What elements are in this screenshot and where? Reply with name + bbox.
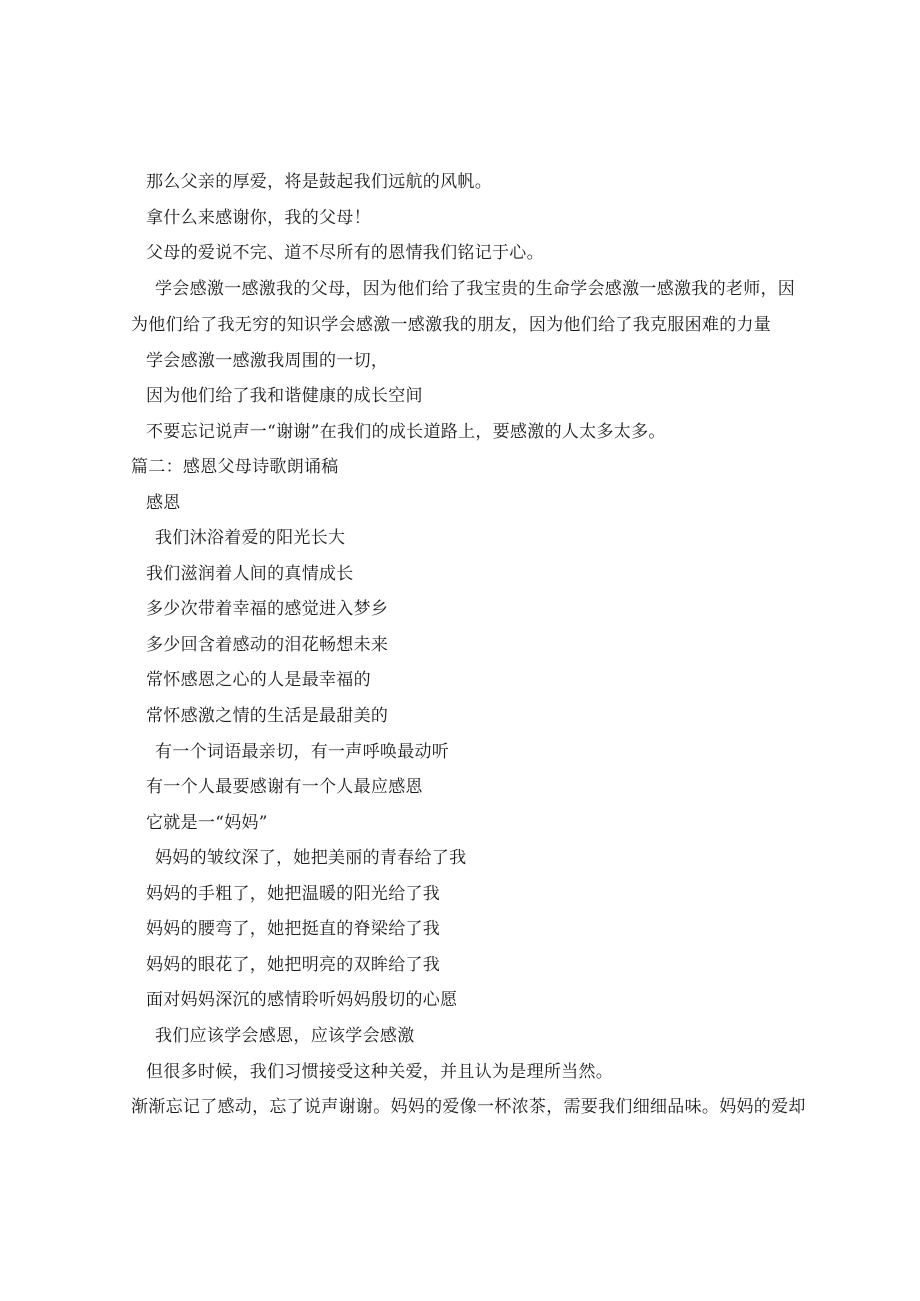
poem-line: 常怀感恩之心的人是最幸福的 bbox=[146, 670, 371, 690]
text-line: 渐渐忘记了感动，忘了说声谢谢。妈妈的爱像一杯浓茶，需要我们细细品味。妈妈的爱却 bbox=[131, 1097, 806, 1117]
section-heading: 篇二：感恩父母诗歌朗诵稿 bbox=[131, 457, 339, 477]
poem-line: 有一个词语最亲切，有一声呼唤最动听 bbox=[155, 742, 450, 762]
poem-line: 我们沐浴着爱的阳光长大 bbox=[155, 528, 346, 548]
text-line: 那么父亲的厚爱，将是鼓起我们远航的风帆。 bbox=[146, 172, 492, 192]
poem-line: 妈妈的腰弯了，她把挺直的脊梁给了我 bbox=[146, 919, 441, 939]
poem-line: 但很多时候，我们习惯接受这种关爱，并且认为是理所当然。 bbox=[146, 1062, 614, 1082]
poem-line: 面对妈妈深沉的感情聆听妈妈殷切的心愿 bbox=[146, 990, 458, 1010]
poem-line: 我们应该学会感恩，应该学会感激 bbox=[155, 1026, 415, 1046]
text-line: 学会感激一感激我的父母，因为他们给了我宝贵的生命学会感激一感激我的老师，因 bbox=[155, 279, 796, 299]
text-line: 学会感激一感激我周围的一切， bbox=[146, 351, 389, 371]
poem-line: 我们滋润着人间的真情成长 bbox=[146, 564, 354, 584]
text-line: 不要忘记说声一“谢谢”在我们的成长道路上，要感激的人太多太多。 bbox=[146, 422, 666, 442]
poem-line: 多少次带着幸福的感觉进入梦乡 bbox=[146, 599, 389, 619]
poem-line: 它就是一“妈妈” bbox=[146, 813, 268, 833]
poem-line: 多少回含着感动的泪花畅想未来 bbox=[146, 635, 389, 655]
text-line: 拿什么来感谢你，我的父母！ bbox=[146, 208, 371, 228]
text-line: 因为他们给了我和谐健康的成长空间 bbox=[146, 386, 423, 406]
poem-title: 感恩 bbox=[146, 493, 181, 513]
poem-line: 妈妈的手粗了，她把温暖的阳光给了我 bbox=[146, 884, 441, 904]
poem-line: 妈妈的眼花了，她把明亮的双眸给了我 bbox=[146, 955, 441, 975]
text-line: 父母的爱说不完、道不尽所有的恩情我们铭记于心。 bbox=[146, 243, 544, 263]
poem-line: 妈妈的皱纹深了，她把美丽的青春给了我 bbox=[155, 848, 467, 868]
poem-line: 有一个人最要感谢有一个人最应感恩 bbox=[146, 777, 423, 797]
text-line: 为他们给了我无穷的知识学会感激一感激我的朋友，因为他们给了我克服困难的力量 bbox=[131, 315, 772, 335]
poem-line: 常怀感激之情的生活是最甜美的 bbox=[146, 706, 389, 726]
